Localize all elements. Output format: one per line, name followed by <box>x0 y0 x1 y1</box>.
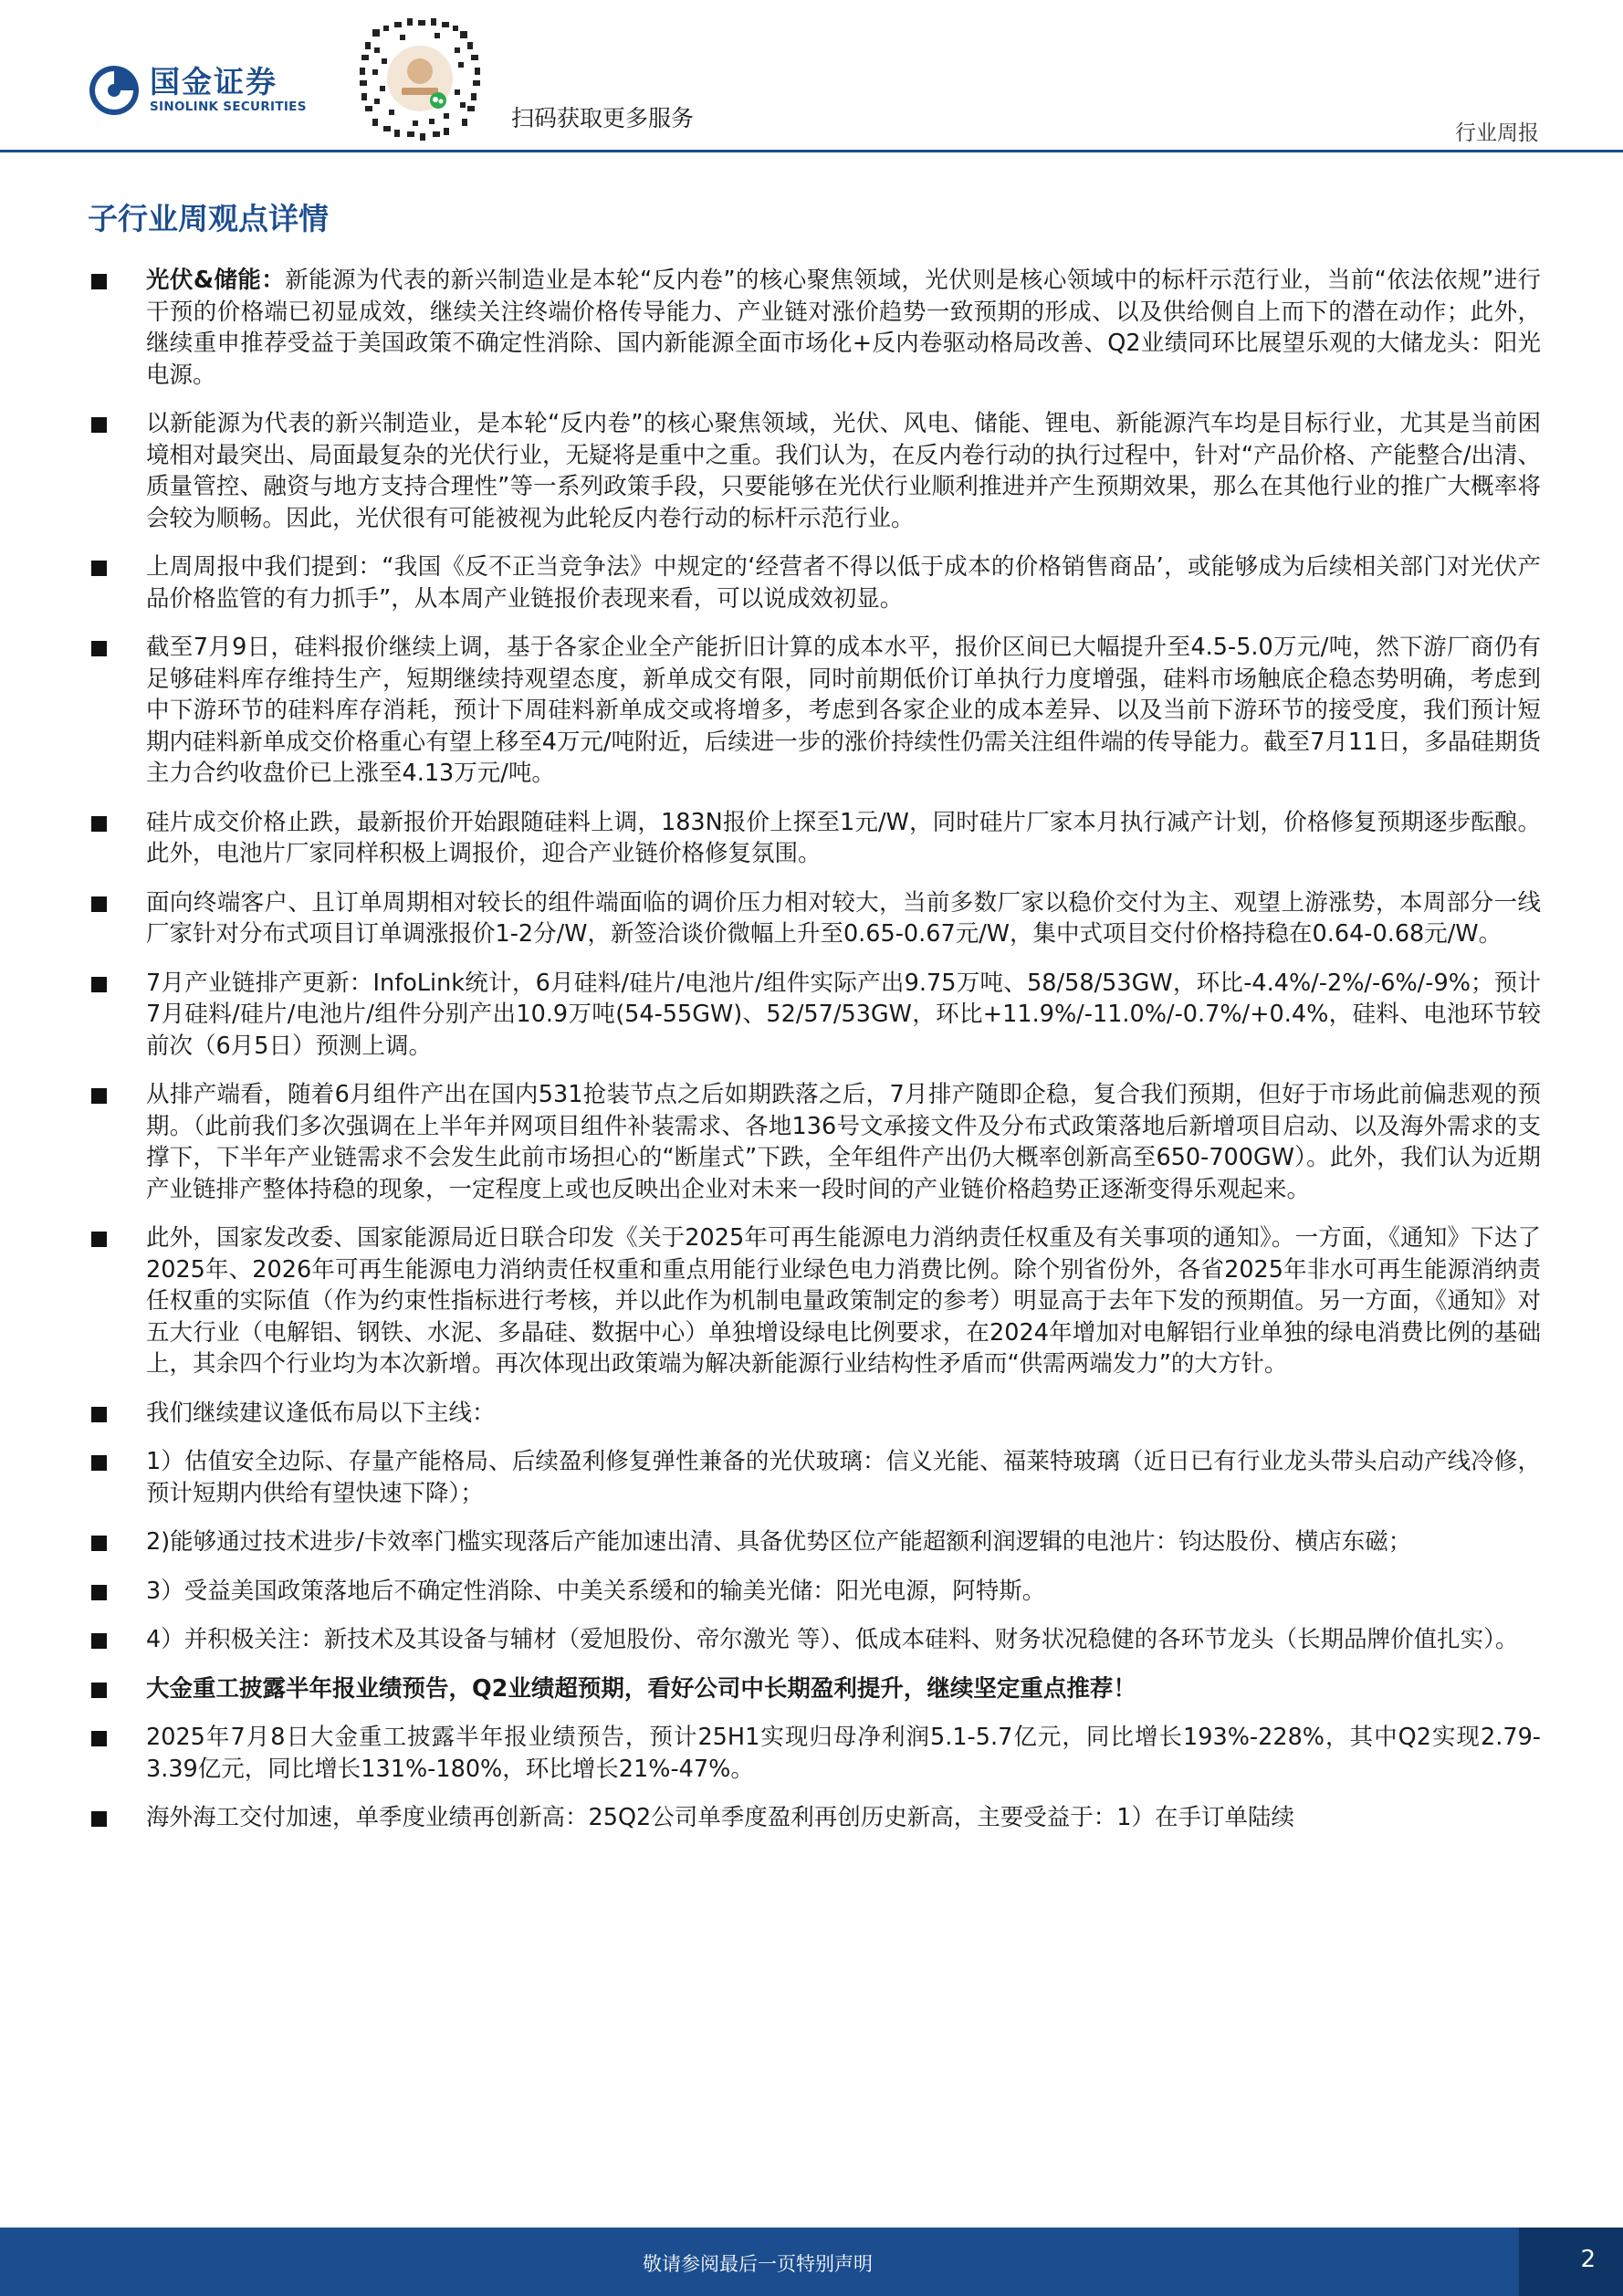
square-bullet-icon <box>91 1088 107 1104</box>
square-bullet-icon <box>91 641 107 656</box>
qr-code-icon <box>352 11 487 146</box>
bullet-item <box>88 1079 1541 1205</box>
logo-english-name: SINOLINK SECURITIES <box>150 100 307 114</box>
report-type-label: 行业周报 <box>1455 121 1539 145</box>
bullet-text: 截至7月9日，硅料报价继续上调，基于各家企业全产能折旧计算的成本水平，报价区间已大幅提升至4.5-5.0万元/吨，然下游厂商仍有足够硅料库存维持生产，短期继续持观望态度，新单成交有限，同时前期低价订单执行力度增强，硅料市场触底企稳态势明确，考虑到中下游环节的硅料库存消耗，预计下周硅料新单成交或将增多，考虑到各家企业的成本差异、以及当前下游环节的接受度，我们预计短期内硅料新单成交价格重心有望上移至4万元/吨附近，后续进一步的涨价持续性仍需关注组件端的传导能力。截至7月11日，多晶硅期货主力合约收盘价已上涨至4.13万元/吨。 <box>146 634 1541 787</box>
bullet-item <box>88 1722 1541 1785</box>
bullet-text: 面向终端客户、且订单周期相对较长的组件端面临的调价压力相对较大，当前多数厂家以稳价交付为主、观望上游涨势，本周部分一线厂家针对分布式项目订单调涨报价1-2分/W，新签洽谈价微幅上升至0.65-0.67元/W，集中式项目交付价格持稳在0.64-0.68元/W。 <box>146 888 1541 948</box>
bullet-item <box>88 1576 1541 1608</box>
bullet-text: 我们继续建议逢低布局以下主线： <box>146 1399 496 1427</box>
bullet-item <box>88 1222 1541 1380</box>
square-bullet-icon <box>91 561 107 576</box>
square-bullet-icon <box>91 1683 107 1698</box>
bullet-lead: 光伏&储能： <box>146 267 286 294</box>
bullet-text: 2)能够通过技术进步/卡效率门槛实现落后产能加速出清、具备优势区位产能超额利润逻辑的电池片：钧达股份、横店东磁； <box>146 1528 1412 1556</box>
logo-chinese-name: 国金证券 <box>150 64 277 100</box>
bullet-item-headline <box>88 1673 1541 1705</box>
square-bullet-icon <box>91 1633 107 1649</box>
bullet-item <box>88 968 1541 1063</box>
bullet-text: 7月产业链排产更新：InfoLink统计，6月硅料/硅片/电池片/组件实际产出9.75万吨、58/58/53GW，环比-4.4%/-2%/-6%/-9%；预计7月硅料/硅片/电池片/组件分别产出10.9万吨(54-55GW)、52/57/53GW，环比+11.9%/-11.0%/-0.7%/+0.4%，硅料、电池环节较前次（6月5日）预测上调。 <box>146 969 1541 1060</box>
page-footer <box>0 2228 1623 2296</box>
square-bullet-icon <box>91 1455 107 1471</box>
bullet-item <box>88 1802 1541 1834</box>
header-divider <box>0 150 1623 152</box>
square-bullet-icon <box>91 1811 107 1827</box>
bullet-text: 硅片成交价格止跌，最新报价开始跟随硅料上调，183N报价上探至1元/W，同时硅片厂家本月执行减产计划，价格修复预期逐步酝酿。此外，电池片厂家同样积极上调报价，迎合产业链价格修复氛围。 <box>146 808 1541 867</box>
bullet-text: 此外，国家发改委、国家能源局近日联合印发《关于2025年可再生能源电力消纳责任权重及有关事项的通知》。一方面，《通知》下达了2025年、2026年可再生能源电力消纳责任权重和重点用能行业绿色电力消费比例。除个别省份外，各省2025年非水可再生能源消纳责任权重的实际值（作为约束性指标进行考核，并以此作为机制电量政策制定的参考）明显高于去年下发的预期值。另一方面，《通知》对五大行业（电解铝、钢铁、水泥、多晶硅、数据中心）单独增设绿电比例要求，在2024年增加对电解铝行业单独的绿电消费比例的基础上，其余四个行业均为本次新增。再次体现出政策端为解决新能源行业结构性矛盾而“供需两端发力”的大方针。 <box>146 1224 1541 1378</box>
square-bullet-icon <box>91 1731 107 1746</box>
disclaimer-note: 敬请参阅最后一页特别声明 <box>643 2253 873 2275</box>
bullet-text: 从排产端看，随着6月组件产出在国内531抢装节点之后如期跌落之后，7月排产随即企稳，复合我们预期，但好于市场此前偏悲观的预期。（此前我们多次强调在上半年并网项目组件补装需求、各地136号文承接文件及分布式政策落地后新增项目启动、以及海外需求的支撑下，下半年产业链需求不会发生此前市场担心的“断崖式”下跌，全年组件产出仍大概率创新高至650-700GW）。此外，我们认为近期产业链排产整体持稳的现象，一定程度上或也反映出企业对未来一段时间的产业链价格趋势正逐渐变得乐观起来。 <box>146 1081 1541 1203</box>
bullet-item <box>88 632 1541 790</box>
page-number: 2 <box>1580 2246 1596 2273</box>
bullet-item <box>88 1446 1541 1509</box>
square-bullet-icon <box>91 1536 107 1551</box>
bullet-headline: 大金重工披露半年报业绩预告，Q2业绩超预期，看好公司中长期盈利提升，继续坚定重点推荐！ <box>146 1674 1136 1703</box>
bullet-item <box>88 1526 1541 1558</box>
bullet-text: 海外海工交付加速，单季度业绩再创新高：25Q2公司单季度盈利再创历史新高，主要受益于：1）在手订单陆续 <box>146 1804 1294 1831</box>
square-bullet-icon <box>91 1407 107 1422</box>
bullet-text: 4）并积极关注：新技术及其设备与辅材（爱旭股份、帝尔激光 等）、低成本硅料、财务状况稳健的各环节龙头（长期品牌价值扎实）。 <box>146 1626 1519 1653</box>
square-bullet-icon <box>91 274 107 289</box>
page-header <box>0 0 1623 153</box>
bullet-text: 3）受益美国政策落地后不确定性消除、中美关系缓和的输美光储：阳光电源，阿特斯。 <box>146 1577 1046 1605</box>
company-logo <box>88 64 307 117</box>
section-title: 子行业周观点详情 <box>88 201 329 236</box>
bullet-item <box>88 265 1541 391</box>
bullet-item <box>88 807 1541 870</box>
bullet-item <box>88 1398 1541 1430</box>
page-number-box <box>1519 2228 1623 2296</box>
logo-mark-icon <box>88 64 141 117</box>
bullet-text: 以新能源为代表的新兴制造业，是本轮“反内卷”的核心聚焦领域，光伏、风电、储能、锂电、新能源汽车均是目标行业，尤其是当前困境相对最突出、局面最复杂的光伏行业，无疑将是重中之重。我们认为，在反内卷行动的执行过程中，针对“产品价格、产能整合/出清、质量管控、融资与地方支持合理性”等一系列政策手段，只要能够在光伏行业顺利推进并产生预期效果，那么在其他行业的推广大概率将会较为顺畅。因此，光伏很有可能被视为此轮反内卷行动的标杆示范行业。 <box>146 410 1541 532</box>
bullet-list <box>88 265 1541 1851</box>
bullet-item <box>88 408 1541 534</box>
square-bullet-icon <box>91 1585 107 1600</box>
qr-caption: 扫码获取更多服务 <box>511 105 695 131</box>
bullet-item <box>88 1624 1541 1656</box>
square-bullet-icon <box>91 417 107 433</box>
square-bullet-icon <box>91 1232 107 1247</box>
bullet-text: 上周周报中我们提到：“我国《反不正当竞争法》中规定的‘经营者不得以低于成本的价格销售商品’，或能够成为后续相关部门对光伏产品价格监管的有力抓手”，从本周产业链报价表现来看，可以说成效初显。 <box>146 553 1541 613</box>
bullet-text: 1）估值安全边际、存量产能格局、后续盈利修复弹性兼备的光伏玻璃：信义光能、福莱特玻璃（近日已有行业龙头带头启动产线冷修，预计短期内供给有望快速下降）； <box>146 1448 1541 1507</box>
square-bullet-icon <box>91 816 107 832</box>
bullet-item <box>88 887 1541 950</box>
bullet-item <box>88 551 1541 614</box>
square-bullet-icon <box>91 977 107 992</box>
bullet-text: 2025年7月8日大金重工披露半年报业绩预告，预计25H1实现归母净利润5.1-5.7亿元，同比增长193%-228%，其中Q2实现2.79-3.39亿元，同比增长131%-180%，环比增长21%-47%。 <box>146 1724 1541 1783</box>
square-bullet-icon <box>91 896 107 912</box>
bullet-text: 新能源为代表的新兴制造业是本轮“反内卷”的核心聚焦领域，光伏则是核心领域中的标杆示范行业，当前“依法依规”进行干预的价格端已初显成效，继续关注终端价格传导能力、产业链对涨价趋势一致预期的形成、以及供给侧自上而下的潜在动作；此外，继续重申推荐受益于美国政策不确定性消除、国内新能源全面市场化+反内卷驱动格局改善、Q2业绩同环比展望乐观的大储龙头：阳光电源。 <box>146 267 1541 389</box>
